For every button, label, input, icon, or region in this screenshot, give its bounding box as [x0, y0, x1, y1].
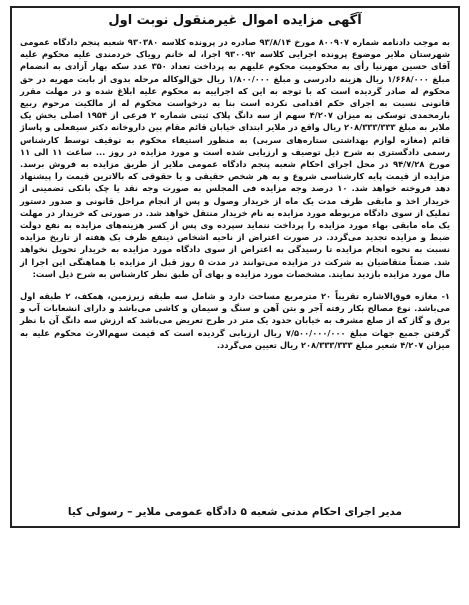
notice-paragraph: به موجب دادنامه شماره ۸۰۰۹۰۷ مورخ ۹۳/۸/۱۴ صادره در پرونده کلاسه ۹۳۰۳۸۰ شعبه پنجم دادگاه عمومی شهرستان ملایر موضوع پرونده اجرایی کلاسه ۹۳۰۰۹۲ اجرا، له خانم رویاک خردمندی علیه محکوم علیه آقای حسین مهرنیا رأی به محکومیت محکوم علیهم به پرداخت تعداد ۳۵۰ عدد سکه بهار آزادی به انضمام مبلغ ۱/۶۶۸/۰۰۰ ریال هزینه دادرسی و مبلغ ۱/۸۰۰/۰۰۰ ریال حق‌الوکاله مرحله بدوی از بابت مهریه در حق محکوم له صادر گردیده است که با توجه به این که اجراییه به محکوم علیه ابلاغ شده و در مهلت مقرر قانونی نسبت به اجرای حکم اقدامی نکرده است بنا به درخواست محکوم له از مالکیت مرحوم ربیع بارمحمدی توسکی به میزان ۴/۲۰۷ سهم از سه دانگ پلاک ثبتی شماره ۲ فرعی از ۱۹۵۴ اصلی بخش یک ملایر به مبلغ ۲۰۸/۳۳۳/۳۳۳ ریال واقع در ملایر ابتدای خیابان قائم مقام بین داروخانه دکتر سیفعلی و پاساژ قائم (مغازه لوازم بهداشتی ستاره‌های سربی) به منظور استیفاء محکوم به توقیف توسط کارشناس رسمی دادگستری به شرح ذیل توصیف و ارزیابی شده است و مورد مزایده در روز ... ساعت ۱۱ الی ۱۱ مورخ ۹۴/۷/۲۸ در محل اجرای احکام شعبه پنجم دادگاه عمومی ملایر از طریق مزایده به فروش برسد. مزایده از قیمت پایه کارشناسی شروع و به هر شخص حقیقی و یا حقوقی که بالاترین قیمت را پیشنهاد دهد فروخته خواهد شد. ۱۰ درصد وجه مزایده فی المجلس به صورت وجه نقد یا چک بانکی تضمینی از خریدار اخذ و مابقی ظرف مدت یک ماه از خریدار وصول و پس از انجام مراحل قانونی و صدور دستور تملیک از سوی دادگاه مربوطه مورد مزایده به نام خریدار منتقل خواهد شد. در صورتی که خریدار در مهلت یک ماه مابقی بهاء مورد مزایده را پرداخت ننماید سپرده وی پس از کسر هزینه‌های مزایده به نفع دولت ضبط و مزایده تجدید می‌گردد. در صورت اعتراض از ناحیه اشخاص ذینفع ظرف یک هفته از تاریخ مزایده نسبت به نحوه انجام مزایده تا رسیدگی به اعتراض از سوی دادگاه مورد مزایده به خریدار تحویل نخواهد شد. ضمناً متقاضیان به شرکت در مزایده می‌توانند در مدت ۵ روز قبل از مزایده با هماهنگی این اجرا از مال مورد مزایده بازدید نمایند. مشخصات مورد مزایده و بهای آن طبق نظر کارشناس به شرح ذیل است: [20, 37, 450, 279]
notice-body [20, 36, 450, 351]
notice-signature: مدیر اجرای احکام مدنی شعبه ۵ دادگاه عمومی ملایر – رسولی کیا [67, 506, 403, 518]
property-description-item: ۱- مغازه فوق‌الاشاره تقریباً ۲۰ مترمربع مساحت دارد و شامل سه طبقه زیرزمین، همکف، ۲ طبقه اول می‌باشد. نوع مصالح بکار رفته آجر و بتن آهن و سنگ و سیمان و کاشی می‌باشد و دارای انشعابات آب و برق و گاز که از صلع مشرف به خیابان حدود یک متر در طرح تعریض می‌باشد که ارزش سه دانگ آن با نظر گرفتن جمیع جهات مبلغ ۷/۵۰۰/۰۰۰/۰۰۰ ریال ارزیابی گردیده است که قیمت سهم‌الارث محکوم علیه به میزان ۴/۲۰۷ شعیر مبلغ ۲۰۸/۳۳۳/۳۳۳ ریال تعیین می‌گردد. [20, 291, 450, 350]
notice-title: آگهی مزایده اموال غیرمنقول نوبت اول [108, 13, 362, 28]
auction-notice [10, 6, 460, 528]
